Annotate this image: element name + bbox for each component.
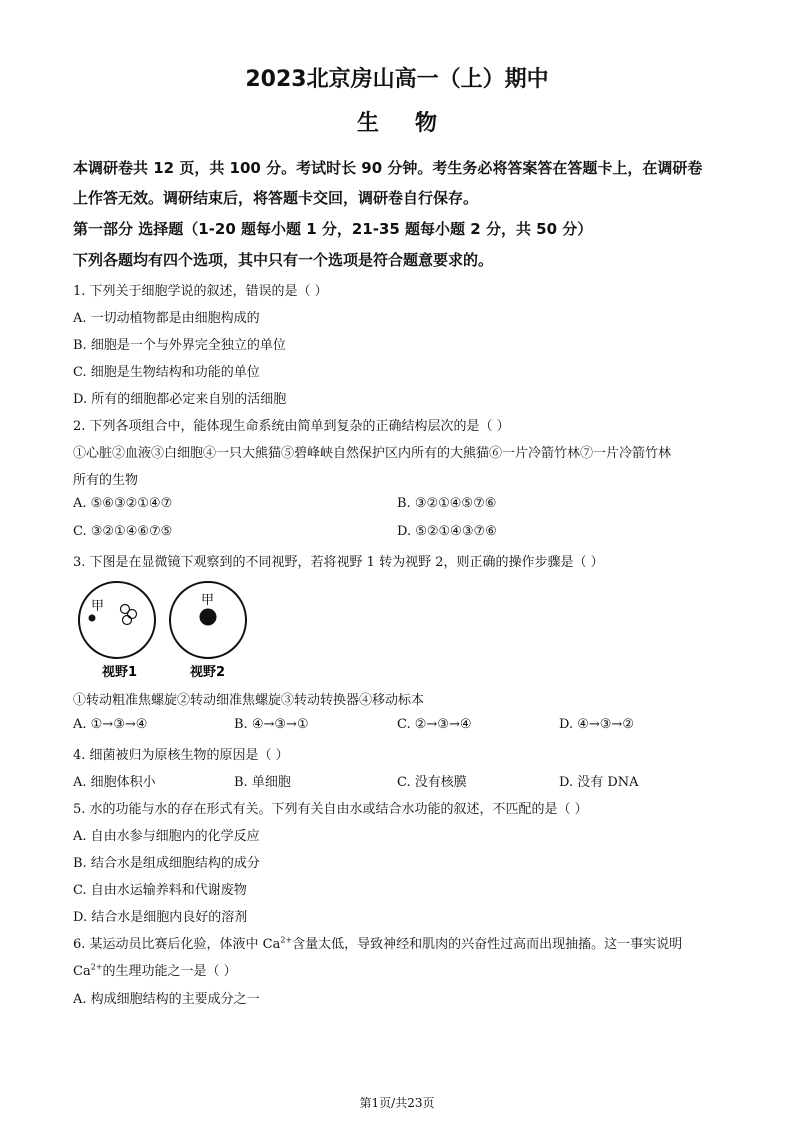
field-1-marker: 甲: [91, 599, 105, 614]
question-5-option-a: A. 自由水参与细胞内的化学反应: [73, 829, 260, 844]
question-1-option-b: B. 细胞是一个与外界完全独立的单位: [73, 338, 286, 353]
question-3-option-d: D. ④→③→②: [559, 717, 634, 732]
question-2-items-line-2: 所有的生物: [73, 473, 139, 488]
instructions-line-1: 本调研卷共 12 页，共 100 分。考试时长 90 分钟。考生务必将答案答在答题卡上，在调研卷: [73, 159, 703, 177]
question-5-option-c: C. 自由水运输养料和代谢废物: [73, 883, 247, 898]
field-2-marker: 甲: [201, 593, 215, 608]
question-6-stem-pre: 6. 某运动员比赛后化验，体液中 Ca: [73, 937, 281, 952]
question-2-option-b: B. ③②①④⑤⑦⑥: [397, 496, 497, 511]
field-2-large-dot: [200, 609, 217, 626]
field-1-cell-b: [128, 610, 137, 619]
question-6-stem: [73, 933, 682, 952]
question-4-option-d: D. 没有 DNA: [559, 775, 639, 790]
question-1-option-d: D. 所有的细胞都必定来自别的活细胞: [73, 392, 287, 407]
question-4-option-a: A. 细胞体积小: [73, 775, 156, 790]
question-2-items-line-1: ①心脏②血液③白细胞④一只大熊猫⑤碧峰峡自然保护区内所有的大熊猫⑥一片冷箭竹林⑦一片冷箭竹林: [73, 446, 672, 461]
question-6-line2-post: 的生理功能之一是（ ）: [102, 964, 237, 979]
field-1-label: 视野1: [102, 665, 138, 680]
question-1-stem: 1. 下列关于细胞学说的叙述，错误的是（ ）: [73, 284, 328, 299]
question-3-steps: ①转动粗准焦螺旋②转动细准焦螺旋③转动转换器④移动标本: [73, 693, 425, 708]
calcium-charge: 2+: [280, 935, 293, 945]
question-2-option-a: A. ⑤⑥③②①④⑦: [73, 496, 173, 511]
question-6-option-a: A. 构成细胞结构的主要成分之一: [73, 992, 260, 1007]
question-1-option-c: C. 细胞是生物结构和功能的单位: [73, 365, 260, 380]
field-1-small-dot: [89, 615, 96, 622]
section-note: 下列各题均有四个选项，其中只有一个选项是符合题意要求的。: [73, 251, 494, 269]
field-2-label: 视野2: [190, 665, 226, 680]
question-3-option-c: C. ②→③→④: [397, 717, 472, 732]
question-2-option-c: C. ③②①④⑥⑦⑤: [73, 524, 173, 539]
calcium-charge-2: 2+: [90, 962, 103, 972]
question-4-option-c: C. 没有核膜: [397, 775, 467, 790]
question-3-option-a: A. ①→③→④: [73, 717, 148, 732]
question-4-option-b: B. 单细胞: [234, 775, 291, 790]
subject-title: 生物: [356, 111, 473, 136]
exam-title: 2023北京房山高一（上）期中: [245, 67, 549, 92]
question-2-option-d: D. ⑤②①④③⑦⑥: [397, 524, 497, 539]
question-6-stem-line-2: [73, 960, 237, 979]
instructions-line-2: 上作答无效。调研结束后，将答题卡交回，调研卷自行保存。: [73, 189, 479, 207]
section-heading: 第一部分 选择题（1-20 题每小题 1 分，21-35 题每小题 2 分，共 50 分）: [73, 220, 593, 238]
question-6-stem-post: 含量太低，导致神经和肌肉的兴奋性过高而出现抽搐。这一事实说明: [292, 937, 683, 952]
question-5-option-b: B. 结合水是组成细胞结构的成分: [73, 856, 260, 871]
page-number: 第1页/共23页: [359, 1096, 435, 1110]
question-4-stem: 4. 细菌被归为原核生物的原因是（ ）: [73, 748, 289, 763]
question-1-option-a: A. 一切动植物都是由细胞构成的: [73, 311, 260, 326]
question-6-line2-pre: Ca: [73, 964, 91, 979]
question-5-stem: 5. 水的功能与水的存在形式有关。下列有关自由水或结合水功能的叙述，不匹配的是（ ）: [73, 802, 588, 817]
question-5-option-d: D. 结合水是细胞内良好的溶剂: [73, 910, 248, 925]
question-2-stem: 2. 下列各项组合中，能体现生命系统由简单到复杂的正确结构层次的是（ ）: [73, 419, 510, 434]
question-3-stem: 3. 下图是在显微镜下观察到的不同视野，若将视野 1 转为视野 2，则正确的操作步骤是（ ）: [73, 555, 604, 570]
microscope-fields-figure: [70, 580, 260, 680]
field-1-cell-c: [123, 616, 132, 625]
question-3-option-b: B. ④→③→①: [234, 717, 309, 732]
